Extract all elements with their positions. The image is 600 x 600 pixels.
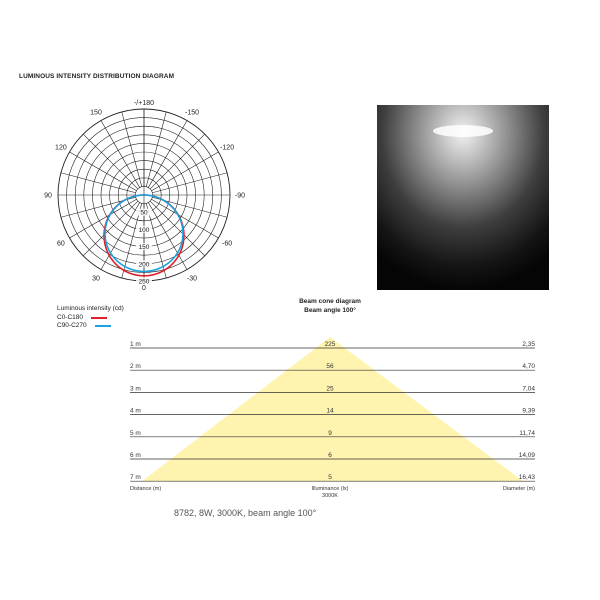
legend-title: Luminous intensity (cd): [57, 305, 124, 312]
polar-radial-label: 250: [138, 278, 150, 286]
polar-radial-label: 200: [138, 261, 150, 269]
diameter-value: 2,35: [522, 341, 535, 348]
illuminance-value: 56: [326, 363, 334, 371]
diameter-value: 9,39: [522, 407, 535, 415]
beam-title: [240, 297, 420, 315]
polar-angle-label: -90: [234, 192, 246, 200]
col-illuminance-label: Illuminance (lx): [311, 486, 349, 493]
beam-cone-diagram: [125, 335, 540, 505]
polar-angle-label: 0: [142, 285, 146, 292]
distance-label: 3 m: [130, 385, 141, 393]
distance-label: 2 m: [130, 363, 141, 371]
distance-label: 6 m: [130, 452, 141, 459]
polar-angle-label: 120: [55, 144, 67, 152]
polar-angle-label: 30: [92, 275, 100, 283]
col-distance-label: Distance (m): [130, 486, 162, 493]
diameter-value: 4,70: [522, 363, 535, 371]
polar-angle-label: -30: [186, 275, 198, 283]
beam-title-line2: Beam angle 100°: [304, 307, 356, 314]
legend-item-c0-c180: [57, 314, 124, 323]
col-illuminance-sub: 3000K: [322, 493, 338, 500]
polar-radial-label: 150: [138, 244, 150, 252]
legend-label: C0-C180: [57, 313, 84, 321]
legend: [57, 305, 124, 331]
polar-angle-label: -60: [222, 240, 233, 248]
polar-intensity-diagram: [44, 97, 246, 297]
distance-label: 5 m: [130, 429, 141, 437]
distance-label: 7 m: [130, 474, 141, 482]
polar-angle-label: 60: [57, 240, 65, 248]
diameter-value: 11,74: [519, 429, 535, 437]
polar-angle-label: -150: [184, 109, 200, 117]
illuminance-value: 5: [328, 474, 332, 482]
diagram-title: LUMINOUS INTENSITY DISTRIBUTION DIAGRAM: [19, 73, 175, 80]
illuminance-value: 25: [326, 385, 334, 393]
polar-angle-label: 150: [90, 109, 102, 117]
polar-angle-label: -120: [220, 144, 235, 152]
light-beam-photo: [377, 105, 549, 290]
polar-angle-label: 90: [44, 192, 52, 200]
legend-item-c90-c270: [57, 322, 124, 331]
illuminance-value: 9: [328, 429, 332, 437]
legend-swatch-blue: [95, 325, 111, 327]
legend-label: C90-C270: [57, 322, 87, 329]
illuminance-value: 225: [324, 341, 336, 348]
distance-label: 4 m: [130, 407, 141, 415]
diameter-value: 14,09: [518, 452, 535, 459]
illuminance-value: 6: [328, 452, 332, 459]
distance-label: 1 m: [130, 341, 141, 348]
product-caption: 8782, 8W, 3000K, beam angle 100°: [174, 508, 317, 518]
beam-title-line1: Beam cone diagram: [299, 298, 361, 305]
col-diameter-label: Diameter (m): [502, 486, 535, 493]
diameter-value: 7,04: [522, 385, 535, 393]
polar-radial-label: 50: [140, 209, 148, 217]
polar-angle-label: -/+180: [133, 100, 155, 107]
polar-radial-label: 100: [138, 226, 150, 234]
illuminance-value: 14: [326, 407, 334, 415]
legend-swatch-red: [91, 317, 107, 319]
diameter-value: 16,43: [518, 474, 535, 482]
